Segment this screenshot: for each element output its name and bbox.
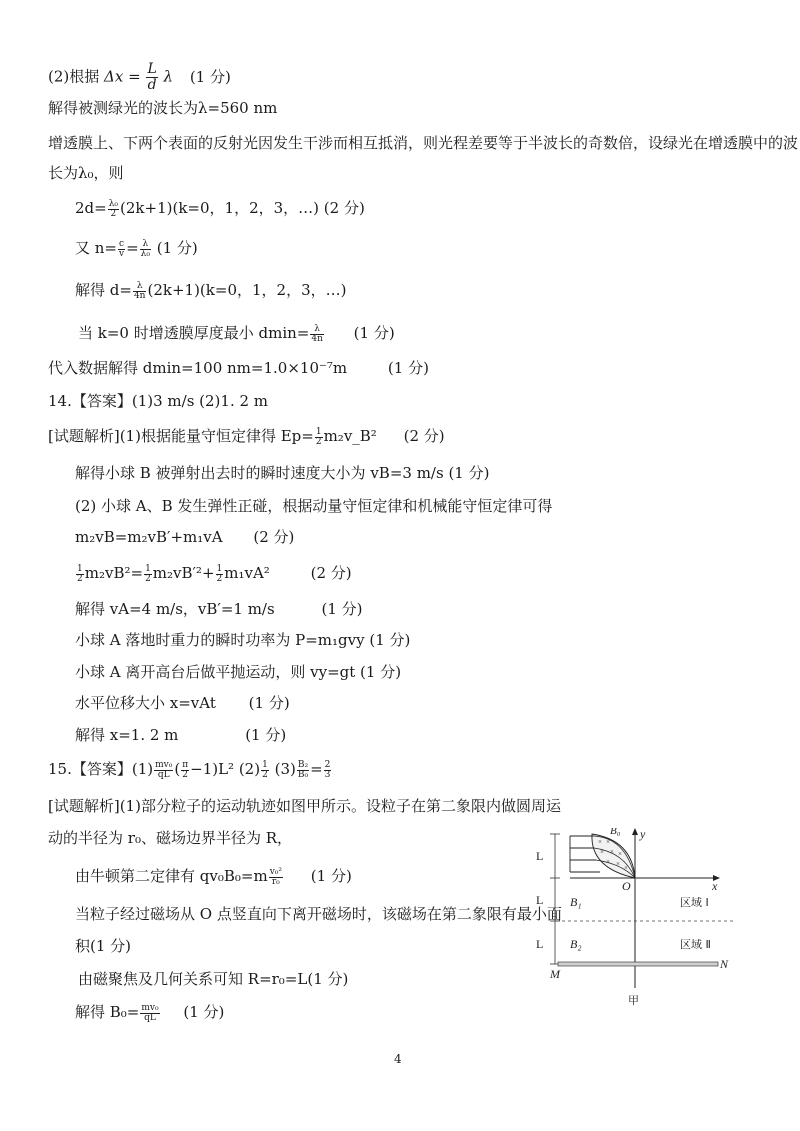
- fraction-denominator: 2: [110, 208, 117, 219]
- formula-text: (2k+1)(k=0，1，2，3，…) (2 分): [120, 199, 365, 217]
- figure-caption: 甲: [628, 994, 639, 1007]
- fraction-numerator: mv₀: [141, 1002, 159, 1013]
- field-label-b1: B₁: [570, 895, 582, 909]
- formula-text: 2d=: [75, 199, 107, 217]
- field-label-b2: B₂: [570, 937, 582, 951]
- text-line-22: [试题解析](1)部分粒子的运动轨迹如图甲所示。设粒子在第二象限内做圆周运: [48, 797, 561, 815]
- y-axis-arrow: [632, 828, 638, 835]
- fraction-numerator: 1: [77, 563, 83, 574]
- fraction: [140, 240, 151, 259]
- fraction-numerator: λ: [310, 325, 324, 335]
- dimension-label-l: L: [536, 937, 544, 951]
- text-line-20: [75, 725, 286, 745]
- fraction: [310, 325, 324, 344]
- fraction-denominator: B₀: [297, 769, 309, 780]
- svg-text:×: ×: [618, 850, 622, 858]
- text-line-3: 增透膜上、下两个表面的反射光因发生干涉而相互抵消，则光程差要等于半波长的奇数倍，设绿光在增透膜中的波: [48, 134, 799, 152]
- fraction: [297, 761, 309, 780]
- score: (1 分): [189, 67, 231, 86]
- point-label-m: M: [550, 967, 560, 981]
- region-label-2: 区域 Ⅱ: [680, 938, 711, 951]
- formula-text: 水平位移大小 x=vAt: [75, 694, 216, 712]
- formula-line-8: [78, 323, 395, 344]
- magnetic-field-diagram: [530, 828, 740, 1018]
- svg-text:×: ×: [606, 838, 610, 846]
- formula-text: 解得 vA=4 m/s，vB′=1 m/s: [75, 600, 275, 618]
- formula-line-1: [48, 62, 231, 93]
- formula-text: (2k+1)(k=0，1，2，3，…): [147, 281, 347, 299]
- formula-text: Δx =: [104, 67, 141, 86]
- formula-line-16: [75, 599, 363, 619]
- fraction-denominator: qL: [157, 769, 170, 780]
- origin-label: O: [622, 879, 631, 893]
- fraction: [315, 428, 323, 447]
- page-number: 4: [394, 1052, 402, 1066]
- svg-text:×: ×: [616, 860, 620, 868]
- fraction: [216, 565, 224, 584]
- x-axis-label: x: [712, 879, 718, 893]
- fraction: [140, 1004, 159, 1023]
- score: (1 分): [387, 359, 429, 377]
- formula-text: λ: [163, 67, 174, 86]
- fraction: [133, 282, 147, 301]
- formula-text: =: [126, 239, 139, 257]
- formula-text: m₁vA²: [224, 564, 270, 582]
- svg-text:×: ×: [600, 848, 604, 856]
- fraction-numerator: 1: [145, 563, 151, 574]
- fraction-denominator: 2: [262, 769, 268, 780]
- fraction-numerator: 1: [262, 759, 268, 770]
- score: (1 分): [245, 726, 287, 744]
- fraction-denominator: 4n: [311, 333, 323, 344]
- formula-line-28: [75, 1002, 224, 1023]
- text-line-26: 积(1 分): [75, 937, 132, 955]
- fraction: [108, 200, 119, 219]
- fraction-numerator: 1: [216, 563, 223, 574]
- fraction-denominator: v: [119, 248, 125, 259]
- formula-text: 解得 x=1. 2 m: [75, 726, 179, 744]
- score: (1 分): [321, 600, 363, 618]
- text-line-12: 解得小球 B 被弹射出去时的瞬时速度大小为 vB=3 m/s (1 分): [75, 464, 490, 482]
- formula-text: −1)L² (2): [190, 760, 261, 778]
- score: (1 分): [353, 324, 395, 342]
- formula-text: 由牛顿第二定律有 qv₀B₀=m: [75, 867, 268, 885]
- score: (2 分): [310, 564, 352, 582]
- formula-text: =: [310, 760, 323, 778]
- fraction-numerator: 2: [324, 759, 331, 770]
- formula-text: m₂v_B²: [323, 427, 377, 445]
- fraction: [146, 62, 157, 93]
- svg-text:×: ×: [598, 838, 602, 846]
- fraction-numerator: c: [119, 238, 125, 249]
- line-text: (2)根据: [48, 67, 100, 86]
- fraction-numerator: λ₀: [108, 198, 119, 209]
- formula-text: m₂vB′²+: [152, 564, 215, 582]
- formula-line-11: [48, 426, 445, 447]
- fraction-denominator: 2: [182, 769, 189, 780]
- fraction-denominator: d: [147, 77, 157, 93]
- fraction-denominator: 3: [324, 769, 331, 780]
- text-line-23: 动的半径为 r₀、磁场边界半径为 R，: [48, 829, 293, 847]
- fraction-numerator: 1: [315, 426, 322, 437]
- fraction-denominator: 2: [216, 573, 223, 584]
- score: (1 分): [310, 867, 352, 885]
- text-line-17: 小球 A 落地时重力的瞬时功率为 P=m₁gvy (1 分): [75, 631, 411, 649]
- score: (2 分): [253, 528, 295, 546]
- line-text: 代入数据解得 dmin=100 nm=1.0×10⁻⁷m: [48, 359, 348, 377]
- fraction-denominator: 2: [315, 436, 322, 447]
- text-line-19: [75, 693, 290, 713]
- svg-text:×: ×: [610, 848, 614, 856]
- fraction: [76, 565, 84, 584]
- fraction-denominator: 2: [145, 573, 151, 584]
- fraction-numerator: mv₀: [155, 759, 173, 770]
- text-line-2: 解得被测绿光的波长为λ=560 nm: [48, 99, 278, 117]
- fraction-numerator: v₀²: [269, 866, 282, 877]
- dimension-label-l: L: [536, 849, 544, 863]
- answer-heading-15: [48, 759, 332, 780]
- score: (1 分): [248, 694, 290, 712]
- point-label-n: N: [720, 957, 729, 971]
- fraction: [144, 565, 152, 584]
- score: (1 分): [156, 239, 198, 257]
- fraction-denominator: qL: [144, 1012, 156, 1023]
- answer-heading-14: 14.【答案】(1)3 m/s (2)1. 2 m: [48, 392, 269, 410]
- text-line-4: 长为λ₀，则: [48, 164, 124, 182]
- svg-text:×: ×: [624, 864, 628, 872]
- fraction-numerator: B₂: [297, 759, 309, 770]
- formula-line-7: [75, 280, 346, 301]
- formula-text: [试题解析](1)根据能量守恒定律得 Ep=: [48, 427, 314, 445]
- field-label-b0: B₀: [610, 828, 621, 837]
- formula-text: 又 n=: [75, 239, 117, 257]
- formula-line-6: [75, 238, 198, 259]
- formula-text: m₂vB=m₂vB′+m₁vA: [75, 528, 223, 546]
- text-line-9: [48, 358, 429, 378]
- fraction-numerator: λ: [133, 282, 147, 292]
- formula-text: 解得 d=: [75, 281, 132, 299]
- score: (1 分): [183, 1003, 225, 1021]
- formula-text: 解得 B₀=: [75, 1003, 140, 1021]
- formula-line-15: [75, 563, 352, 584]
- fraction-numerator: L: [147, 61, 157, 77]
- fraction: [181, 761, 189, 780]
- fraction: [269, 868, 283, 887]
- fraction-denominator: 4n: [133, 290, 146, 301]
- formula-line-5: [75, 198, 365, 219]
- dimension-label-l: L: [536, 893, 544, 907]
- text-line-13: (2) 小球 A、B 发生弹性正碰，根据动量守恒定律和机械能守恒定律可得: [75, 497, 553, 515]
- fraction: [261, 761, 269, 780]
- formula-text: (: [174, 760, 181, 778]
- screen-mn: [558, 962, 718, 966]
- text-line-27: 由磁聚焦及几何关系可知 R=r₀=L(1 分): [78, 970, 349, 988]
- region-label-1: 区域 Ⅰ: [680, 896, 709, 909]
- fraction: [118, 240, 125, 259]
- score: (2 分): [403, 427, 445, 445]
- fraction-denominator: 2: [77, 573, 83, 584]
- fraction: [154, 761, 173, 780]
- y-axis-label: y: [640, 828, 646, 841]
- formula-text: 当 k=0 时增透膜厚度最小 dmin=: [78, 324, 310, 342]
- fraction: [324, 761, 332, 780]
- formula-text: (3): [269, 760, 296, 778]
- fraction-denominator: r₀: [271, 876, 280, 887]
- formula-line-14: [75, 527, 294, 547]
- formula-line-24: [75, 866, 352, 887]
- fraction-numerator: λ: [140, 240, 151, 250]
- formula-text: m₂vB²=: [84, 564, 144, 582]
- text-line-25: 当粒子经过磁场从 O 点竖直向下离开磁场时，该磁场在第二象限有最小面: [75, 905, 562, 923]
- fraction-denominator: λ₀: [140, 248, 150, 259]
- svg-text:×: ×: [606, 858, 610, 866]
- formula-text: 15.【答案】(1): [48, 760, 154, 778]
- text-line-18: 小球 A 离开高台后做平抛运动，则 vy=gt (1 分): [75, 663, 402, 681]
- fraction-numerator: π: [182, 759, 189, 770]
